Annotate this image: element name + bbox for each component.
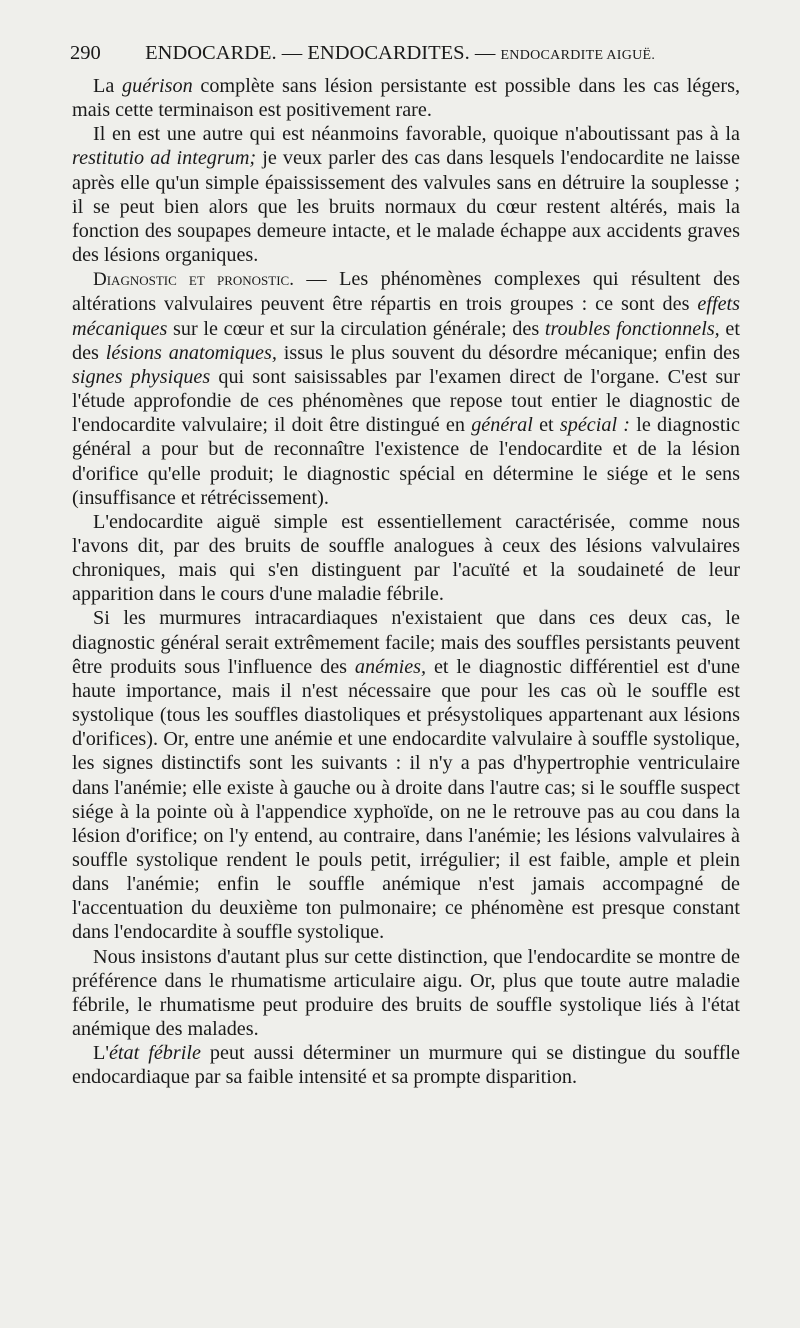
- italic-term: anémies,: [354, 655, 427, 678]
- text-run: Nous insistons d'autant plus sur cette distinction, que l'endocardite se montre de préférence dans le rhumatisme articulaire aigu. Or, plus que toute autre maladie fébrile, le rhumatisme peut produire des bruits de souffle systolique liés à l'état anémique des malades.: [72, 945, 740, 1041]
- italic-term: restitutio ad integrum;: [72, 147, 257, 170]
- paragraph-murmures: [72, 606, 740, 944]
- section-heading: Diagnostic et pronostic.: [93, 269, 294, 291]
- paragraph-restitutio: [72, 122, 740, 267]
- italic-term: signes physiques: [72, 365, 211, 388]
- text-run: La: [93, 75, 122, 97]
- paragraph-etat-febrile: [72, 1041, 740, 1089]
- italic-term: troubles fonctionnels,: [544, 317, 720, 340]
- text-run: qui sont saisissables par l'examen direct de l'organe. C'est sur l'étude approfondie de ces phénomènes que repose tout entier le diagnostic de l'endocardite valvulaire; il doit être distingué en: [72, 365, 740, 437]
- text-run: L'endocardite aiguë simple est essentiellement caractérisée, comme nous l'avons dit, par des bruits de souffle analogues à ceux des lésions valvulaires chroniques, mais qui s'en distinguent par l'acuïté et la soudaineté de leur apparition dans le cours d'une maladie fébrile.: [72, 510, 740, 606]
- italic-term: effets mécaniques: [72, 293, 740, 340]
- text-run: je veux parler des cas dans lesquels l'endocardite ne laisse après elle qu'un simple épaississement des valvules sans en détruire la souplesse ; il se peut bien alors que les bruits normaux du cœur restent altérés, mais la fonction des soupapes demeure intacte, et le malade échappe aux accidents graves des lésions organiques.: [72, 147, 740, 267]
- text-run: issus le plus souvent du désordre mécanique; enfin des: [276, 341, 740, 364]
- text-run: sur le cœur et sur la circulation générale; des: [167, 317, 545, 340]
- paragraph-diagnostic: [72, 267, 740, 510]
- paragraph-endocardite-aigue: [72, 510, 740, 607]
- text-run: le diagnostic général a pour but de reconnaître l'existence de l'endocardite et de la lésion d'orifice qu'elle produit; le diagnostic spécial en détermine le siége et le sens (insuffisance et rétrécissement).: [72, 414, 740, 509]
- text-run: Il en est une autre qui est néanmoins favorable, quoique n'aboutissant pas à la: [93, 123, 740, 146]
- running-subtitle: ENDOCARDITE AIGUË.: [500, 48, 656, 63]
- body-text: [72, 74, 740, 1090]
- paragraph-rhumatisme: [72, 945, 740, 1042]
- paragraph-guerison: [72, 74, 740, 122]
- text-run: et: [532, 414, 560, 437]
- text-run: — Les phénomènes complexes qui résultent des altérations valvulaires peuvent être répartis en trois groupes : ce sont des: [72, 268, 740, 316]
- running-header: [70, 40, 750, 69]
- text-run: et le diagnostic différentiel est d'une haute importance, mais il n'est nécessaire que pour les cas où le souffle est systolique (tous les souffles diastoliques et présystoliques appartenant aux lésions d'orifices). Or, entre une anémie et une endocardite valvulaire à souffle systolique, les signes distinctifs sont les suivants : il n'y a pas d'hypertrophie ventriculaire dans l'anémie; elle existe à gauche ou à droite dans l'autre cas; si le souffle suspect siége à la pointe où à l'appendice xyphoïde, on ne le retrouve pas au cou dans la lésion d'orifice; on l'y entend, au contraire, dans l'anémie; les lésions valvulaires à souffle systolique rendent le pouls petit, irrégulier; il est faible, ample et plein dans l'anémie; enfin le souffle anémique n'est jamais accompagné de l'accentuation du deuxième ton pulmonaire; ce phénomène est presque constant dans l'endocardite à souffle systolique.: [72, 655, 740, 944]
- text-run: et des: [72, 317, 740, 364]
- text-run: L': [93, 1042, 109, 1065]
- text-run: peut aussi déterminer un murmure qui se distingue du souffle endocardiaque par sa faible intensité et sa prompte disparition.: [72, 1042, 740, 1089]
- italic-term: spécial :: [559, 414, 631, 437]
- page-number: 290: [70, 42, 101, 64]
- italic-term: état fébrile: [108, 1042, 201, 1065]
- text-run: Si les murmures intracardiaques n'existaient que dans ces deux cas, le diagnostic général serait extrêmement facile; mais des souffles persistants peuvent être produits sous l'influence des: [72, 607, 740, 678]
- italic-term: général: [471, 414, 533, 437]
- text-run: complète sans lésion persistante est possible dans les cas légers, mais cette terminaison est positivement rare.: [72, 75, 740, 122]
- running-title: ENDOCARDE. — ENDOCARDITES. —: [145, 42, 496, 64]
- italic-term: guérison: [122, 75, 193, 97]
- italic-term: lésions anatomiques,: [105, 341, 277, 364]
